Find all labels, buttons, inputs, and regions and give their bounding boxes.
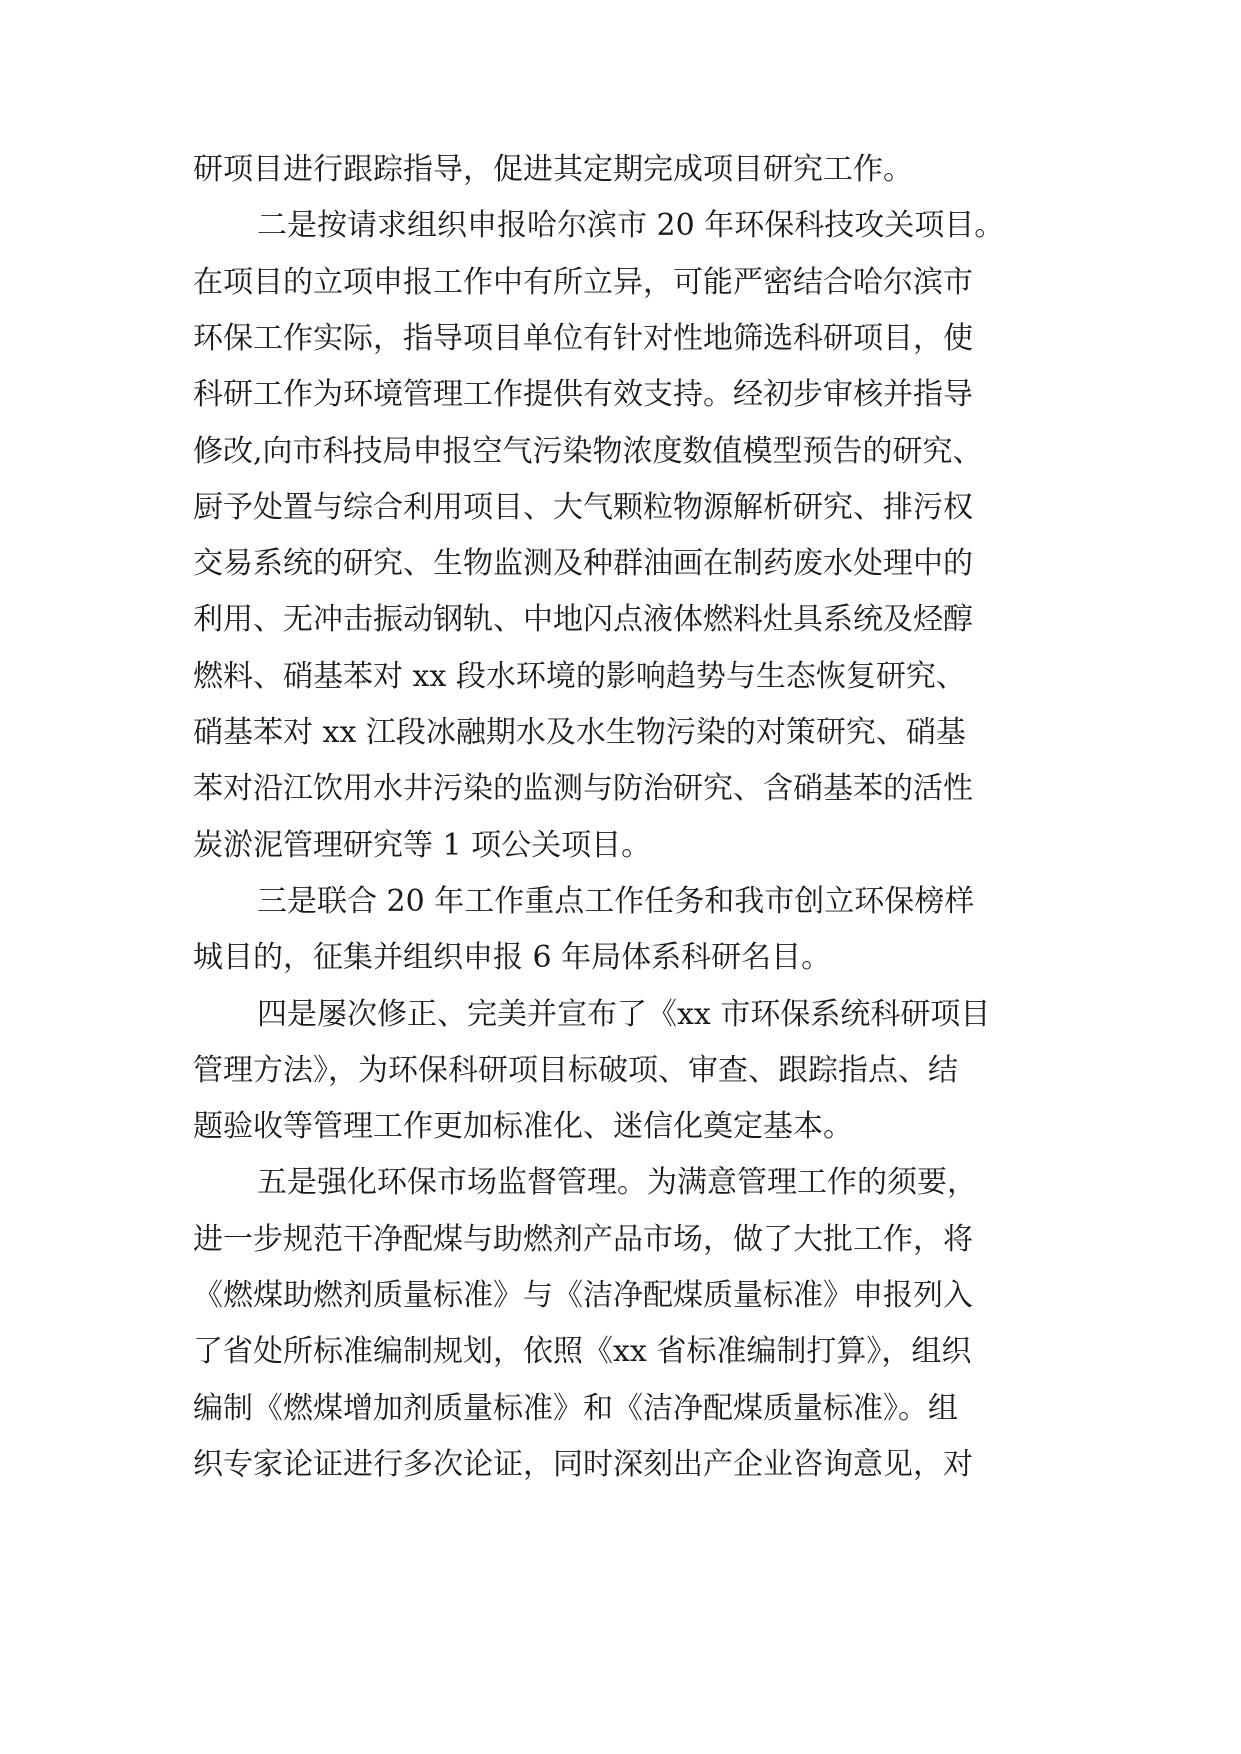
text-line: 二是按请求组织申报哈尔滨市 20 年环保科技攻关项目。: [257, 208, 1005, 244]
text-line: 进一步规范干净配煤与助燃剂产品市场，做了大批工作，将: [193, 1221, 973, 1257]
text-line: 研项目进行跟踪指导，促进其定期完成项目研究工作。: [193, 152, 913, 187]
text-line: 环保工作实际，指导项目单位有针对性地筛选科研项目，使: [193, 320, 973, 356]
text-line: 在项目的立项申报工作中有所立异，可能严密结合哈尔滨市: [193, 264, 973, 300]
text-line: 编制《燃煤增加剂质量标准》和《洁净配煤质量标准》。组: [193, 1390, 958, 1426]
text-line: 修改,向市科技局申报空气污染物浓度数值模型预告的研究、: [193, 433, 983, 469]
text-line: 利用、无冲击振动钢轨、中地闪点液体燃料灶具系统及烃醇: [193, 602, 973, 638]
text-line: 三是联合 20 年工作重点工作任务和我市创立环保榜样: [257, 883, 975, 919]
text-line: 燃料、硝基苯对 xx 段水环境的影响趋势与生态恢复研究、: [193, 658, 966, 694]
text-line: 五是强化环保市场监督管理。为满意管理工作的须要，: [257, 1165, 977, 1201]
text-line: 《燃煤助燃剂质量标准》与《洁净配煤质量标准》申报列入: [193, 1278, 973, 1313]
text-line: 题验收等管理工作更加标准化、迷信化奠定基本。: [193, 1109, 853, 1145]
text-line: 厨予处置与综合利用项目、大气颗粒物源解析研究、排污权: [193, 489, 973, 525]
text-line: 交易系统的研究、生物监测及种群油画在制药废水处理中的: [193, 546, 973, 582]
text-line: 科研工作为环境管理工作提供有效支持。经初步审核并指导: [193, 377, 973, 413]
text-line: 城目的，征集并组织申报 6 年局体系科研名目。: [193, 940, 832, 976]
text-line: 四是屡次修正、完美并宣布了《xx 市环保系统科研项目: [257, 996, 991, 1032]
text-line: 炭淤泥管理研究等 1 项公关项目。: [193, 827, 652, 863]
text-line: 织专家论证进行多次论证，同时深刻出产企业咨询意见，对: [193, 1446, 973, 1482]
text-line: 硝基苯对 xx 江段冰融期水及水生物污染的对策研究、硝基: [193, 715, 966, 750]
text-line: 管理方法》，为环保科研项目标破项、审查、跟踪指点、结: [193, 1052, 958, 1088]
text-line: 了省处所标准编制规划，依照《xx 省标准编制打算》，组织: [193, 1334, 972, 1370]
text-line: 苯对沿江饮用水井污染的监测与防治研究、含硝基苯的活性: [193, 771, 973, 807]
